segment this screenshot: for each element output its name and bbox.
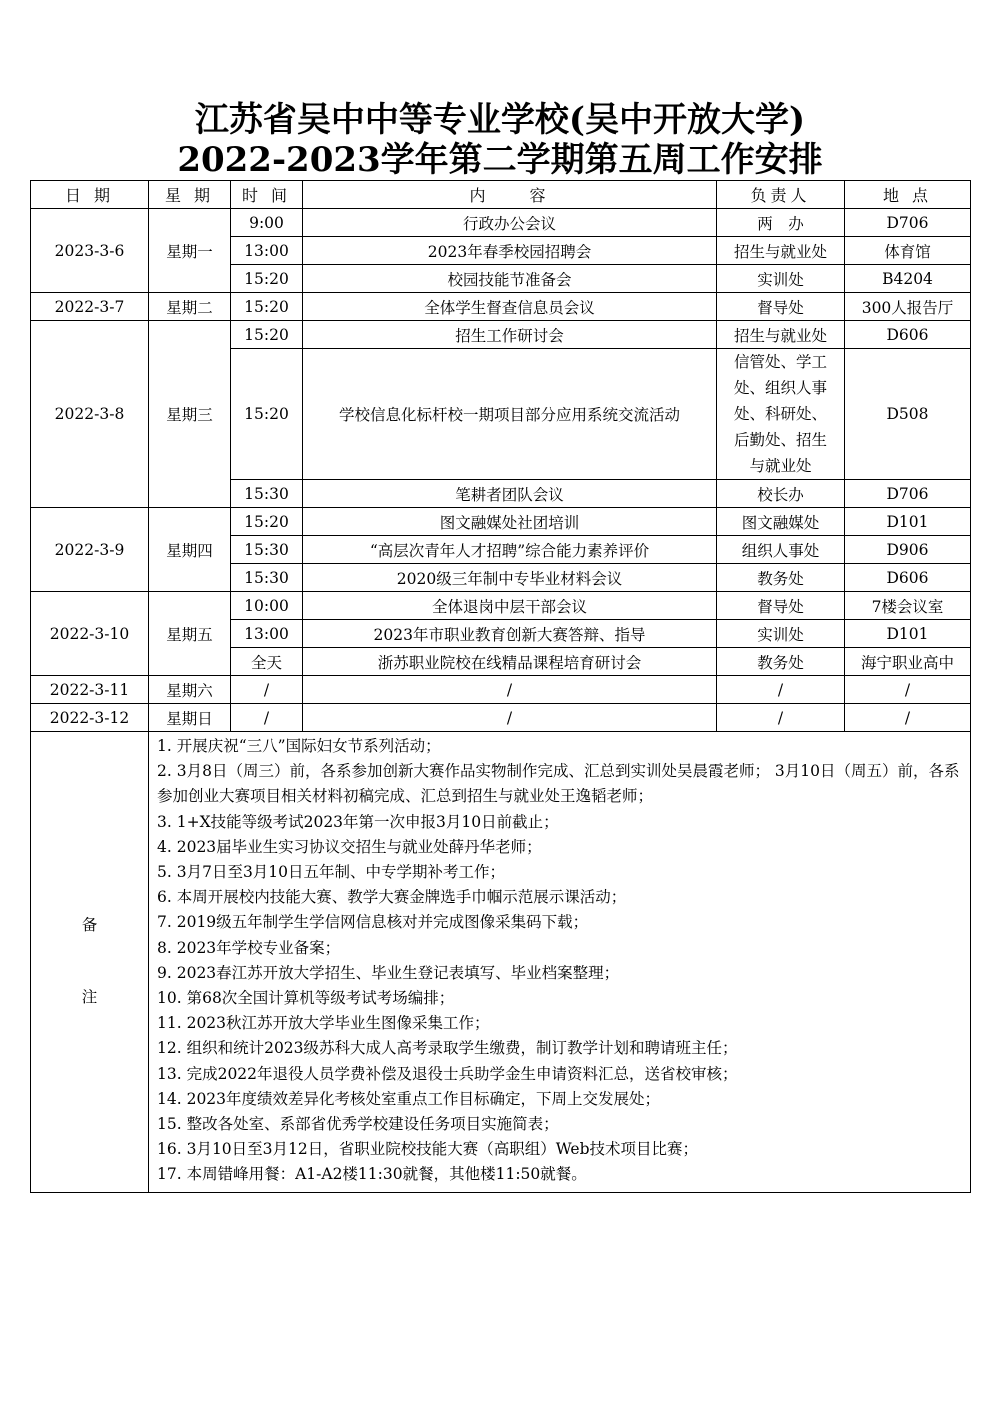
document-title: 江苏省吴中中等专业学校(吴中开放大学) <box>194 100 806 140</box>
note-item: 7. 2019级五年制学生学信网信息核对并完成图像采集码下载； <box>157 913 589 932</box>
day-weekday: 星期二 <box>149 293 231 321</box>
notes-label-gap <box>34 934 145 990</box>
item-person: 教务处 <box>717 648 845 676</box>
item-content: 全体退岗中层干部会议 <box>303 592 717 620</box>
person-line: 后勤处、招生 <box>733 431 827 449</box>
item-content: / <box>303 704 717 732</box>
note-item: 17. 本周错峰用餐：A1-A2楼11:30就餐，其他楼11:50就餐。 <box>157 1165 587 1184</box>
day-weekday: 星期四 <box>149 508 231 592</box>
item-person: 督导处 <box>717 592 845 620</box>
item-place: D606 <box>845 564 971 592</box>
item-content: 校园技能节准备会 <box>303 265 717 293</box>
header-date: 日 期 <box>31 181 149 209</box>
day-date: 2022-3-7 <box>31 293 149 321</box>
note-item: 11. 2023秋江苏开放大学毕业生图像采集工作； <box>157 1014 490 1033</box>
item-person: 实训处 <box>717 620 845 648</box>
note-item: 12. 组织和统计2023级苏科大成人高考录取学生缴费，制订教学计划和聘请班主任； <box>157 1039 738 1058</box>
day-date: 2022-3-9 <box>31 508 149 592</box>
item-person: 教务处 <box>717 564 845 592</box>
item-place: D606 <box>845 321 971 349</box>
item-person: 图文融媒处 <box>717 508 845 536</box>
person-line: 处、组织人事 <box>733 379 827 397</box>
notes-row <box>31 732 971 1193</box>
day-weekday: 星期六 <box>149 676 231 704</box>
item-person: 督导处 <box>717 293 845 321</box>
item-person: 招生与就业处 <box>717 237 845 265</box>
item-content: 2023年春季校园招聘会 <box>303 237 717 265</box>
schedule-row <box>31 508 971 536</box>
notes-label <box>31 732 149 1193</box>
item-place: / <box>845 704 971 732</box>
item-person: 招生与就业处 <box>717 321 845 349</box>
item-place: 海宁职业高中 <box>845 648 971 676</box>
header-place: 地 点 <box>845 181 971 209</box>
schedule-table <box>30 180 971 1193</box>
item-place: D508 <box>845 349 971 480</box>
schedule-row <box>31 293 971 321</box>
item-content: / <box>303 676 717 704</box>
item-content: 行政办公会议 <box>303 209 717 237</box>
item-person: 组织人事处 <box>717 536 845 564</box>
item-place: / <box>845 676 971 704</box>
item-content: 笔耕者团队会议 <box>303 480 717 508</box>
item-content: 全体学生督查信息员会议 <box>303 293 717 321</box>
day-date: 2023-3-6 <box>31 209 149 293</box>
item-place: D101 <box>845 508 971 536</box>
item-place: D706 <box>845 209 971 237</box>
day-weekday: 星期三 <box>149 321 231 508</box>
item-place: B4204 <box>845 265 971 293</box>
note-item: 9. 2023春江苏开放大学招生、毕业生登记表填写、毕业档案整理； <box>157 963 620 982</box>
item-time: / <box>231 676 303 704</box>
item-place: 7楼会议室 <box>845 592 971 620</box>
note-item: 14. 2023年度绩效差异化考核处室重点工作目标确定，下周上交发展处； <box>157 1089 661 1108</box>
day-date: 2022-3-12 <box>31 704 149 732</box>
item-content: 招生工作研讨会 <box>303 321 717 349</box>
schedule-row <box>31 676 971 704</box>
item-time: 13:00 <box>231 237 303 265</box>
item-content: “高层次青年人才招聘”综合能力素养评价 <box>303 536 717 564</box>
item-content: 图文融媒处社团培训 <box>303 508 717 536</box>
item-time: 15:20 <box>231 265 303 293</box>
day-date: 2022-3-10 <box>31 592 149 676</box>
item-content: 2023年市职业教育创新大赛答辩、指导 <box>303 620 717 648</box>
header-person: 负责人 <box>717 181 845 209</box>
note-item: 13. 完成2022年退役人员学费补偿及退役士兵助学金生申请资料汇总，送省校审核； <box>157 1064 738 1083</box>
header-weekday: 星 期 <box>149 181 231 209</box>
item-person: 两 办 <box>717 209 845 237</box>
item-place: 体育馆 <box>845 237 971 265</box>
item-content: 2020级三年制中专毕业材料会议 <box>303 564 717 592</box>
note-item: 1. 开展庆祝“三八”国际妇女节系列活动； <box>157 737 441 755</box>
item-person: / <box>717 676 845 704</box>
item-person: 实训处 <box>717 265 845 293</box>
item-time: 15:20 <box>231 349 303 480</box>
header-row <box>31 181 971 209</box>
header-content: 内 容 <box>303 181 717 209</box>
item-place: D101 <box>845 620 971 648</box>
document-subtitle: 2022-2023学年第二学期第五周工作安排 <box>177 140 823 180</box>
day-weekday: 星期日 <box>149 704 231 732</box>
item-time: 全天 <box>231 648 303 676</box>
note-item: 4. 2023届毕业生实习协议交招生与就业处薛丹华老师； <box>157 837 542 856</box>
day-weekday: 星期五 <box>149 592 231 676</box>
item-time: 9:00 <box>231 209 303 237</box>
schedule-row <box>31 209 971 237</box>
person-line: 与就业处 <box>749 457 812 475</box>
item-person: 校长办 <box>717 480 845 508</box>
notes-label-top: 备 <box>81 916 98 935</box>
note-item: 2. 3月8日（周三）前，各系参加创新大赛作品实物制作完成、汇总到实训处吴晨霞老师； 3月10日（周五）前，各系参加创业大赛项目相关材料初稿完成、汇总到招生与就业处王逸韬老师； <box>157 762 960 806</box>
schedule-row <box>31 321 971 349</box>
item-time: / <box>231 704 303 732</box>
day-date: 2022-3-8 <box>31 321 149 508</box>
item-time: 13:00 <box>231 620 303 648</box>
note-item: 10. 第68次全国计算机等级考试考场编排； <box>157 989 455 1008</box>
item-time: 15:30 <box>231 536 303 564</box>
item-place: D906 <box>845 536 971 564</box>
item-content: 浙苏职业院校在线精品课程培育研讨会 <box>303 648 717 676</box>
item-place: 300人报告厅 <box>845 293 971 321</box>
schedule-row <box>31 704 971 732</box>
item-time: 15:30 <box>231 564 303 592</box>
header-time: 时 间 <box>231 181 303 209</box>
schedule-body <box>31 181 971 1193</box>
item-content: 学校信息化标杆校一期项目部分应用系统交流活动 <box>303 349 717 480</box>
item-place: D706 <box>845 480 971 508</box>
notes-label-bottom: 注 <box>81 987 98 1006</box>
person-line: 处、科研处、 <box>733 405 827 423</box>
note-item: 3. 1+X技能等级考试2023年第一次申报3月10日前截止； <box>157 812 559 831</box>
schedule-row <box>31 592 971 620</box>
item-person: / <box>717 704 845 732</box>
item-time: 15:20 <box>231 321 303 349</box>
item-time: 15:20 <box>231 508 303 536</box>
item-time: 15:30 <box>231 480 303 508</box>
note-item: 8. 2023年学校专业备案； <box>157 938 341 957</box>
note-item: 16. 3月10日至3月12日，省职业院校技能大赛（高职组）Web技术项目比赛； <box>157 1140 699 1159</box>
note-item: 6. 本周开展校内技能大赛、教学大赛金牌选手巾帼示范展示课活动； <box>157 888 627 907</box>
note-item: 15. 整改各处室、系部省优秀学校建设任务项目实施简表； <box>157 1115 559 1134</box>
item-time: 15:20 <box>231 293 303 321</box>
person-line: 信管处、学工 <box>733 353 827 371</box>
notes-list <box>149 732 971 1193</box>
day-date: 2022-3-11 <box>31 676 149 704</box>
note-item: 5. 3月7日至3月10日五年制、中专学期补考工作； <box>157 863 506 882</box>
item-person <box>717 349 845 480</box>
day-weekday: 星期一 <box>149 209 231 293</box>
item-time: 10:00 <box>231 592 303 620</box>
